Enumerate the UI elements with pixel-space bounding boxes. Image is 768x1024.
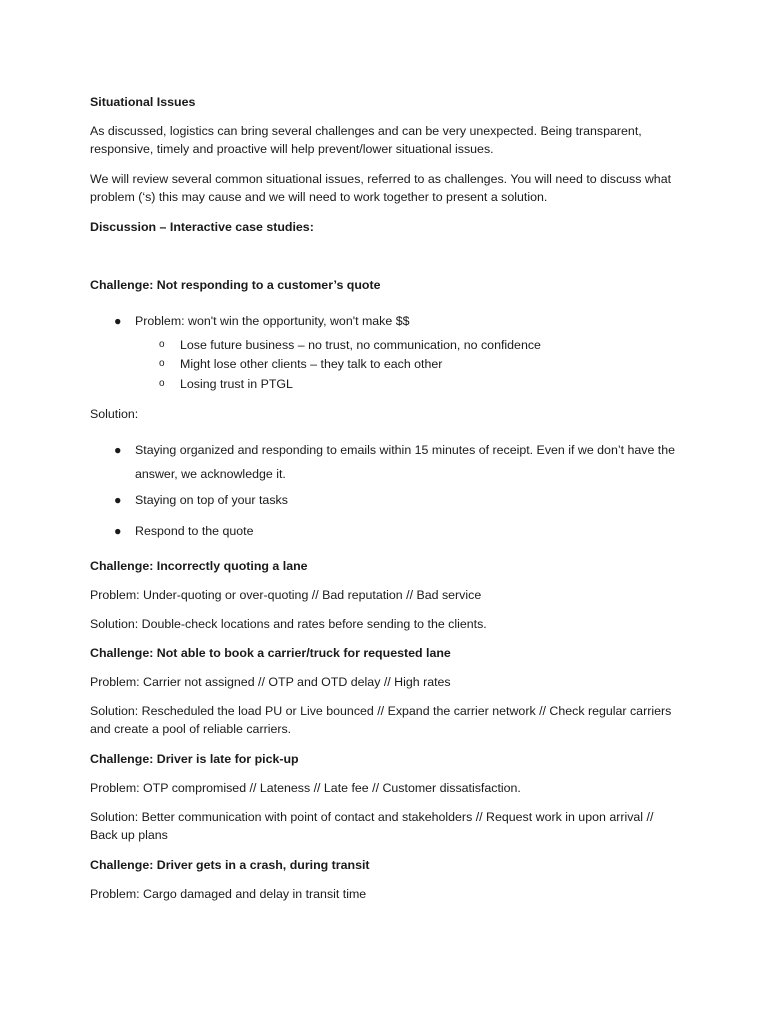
challenge-2-problem: Problem: Under-quoting or over-quoting // Bad reputation // Bad service [90, 588, 482, 602]
challenge-3-solution: Solution: Rescheduled the load PU or Live bounced // Expand the carrier network // Check regular carriers and create a pool of reliable carriers. [90, 704, 672, 736]
bullet-icon: ● [114, 443, 122, 457]
bullet-icon: ● [114, 314, 122, 328]
challenge-4-solution: Solution: Better communication with point of contact and stakeholders // Request work in upon arrival // Back up plans [90, 810, 654, 842]
page-heading: Situational Issues [90, 95, 196, 109]
challenge-2-solution: Solution: Double-check locations and rates before sending to the clients. [90, 617, 487, 631]
challenge-4-problem: Problem: OTP compromised // Lateness // Late fee // Customer dissatisfaction. [90, 781, 521, 795]
circle-bullet-icon: o [159, 358, 165, 369]
discussion-heading: Discussion – Interactive case studies: [90, 220, 314, 234]
circle-bullet-icon: o [159, 378, 165, 389]
challenge-4-title: Challenge: Driver is late for pick-up [90, 752, 299, 766]
circle-bullet-icon: o [159, 339, 165, 350]
challenge-1-solution-label: Solution: [90, 407, 139, 421]
challenge-3-title: Challenge: Not able to book a carrier/truck for requested lane [90, 646, 451, 660]
bullet-icon: ● [114, 524, 122, 538]
challenge-1-title: Challenge: Not responding to a customer’s quote [90, 278, 381, 292]
challenge-5-problem: Problem: Cargo damaged and delay in transit time [90, 887, 367, 901]
intro-paragraph-1: As discussed, logistics can bring several challenges and can be very unexpected. Being transparent, responsive, timely and proactive will help prevent/lower situational issues. [90, 124, 642, 156]
document-page: Situational Issues As discussed, logistics can bring several challenges and can be very unexpected. Being transparent, responsive, timely and proactive will help prevent/lower situational issues. We will review several common situational issues, referred to as challenges. You will need to discuss what problem (‘s) this may cause and we will need to work together to present a solution. Discussion – Interactive case studies: Challenge: Not responding to a customer’s quote ● Problem: won't win the opportunity, won't make $$ o Lose future business – no trust, no communication, no confidence o Might lose other clients – they talk to each other o Losing trust in PTGL Solution: ● Staying organized and responding to emails within 15 minutes of receipt. Even if we don’t have the answer, we acknowledge it. ● Staying on top of your tasks ● Respond to the quote Challenge: Incorrectly quoting a lane Problem: Under-quoting or over-quoting // Bad reputation // Bad service Solution: Double-check locations and rates before sending to the clients. Challenge: Not able to book a carrier/truck for requested lane Problem: Carrier not assigned // OTP and OTD delay // High rates Solution: Rescheduled the load PU or Live bounced // Expand the carrier network // Check regular carriers and create a pool of reliable carriers. Challenge: Driver is late for pick-up Problem: OTP compromised // Lateness // Late fee // Customer dissatisfaction. Solution: Better communication with point of contact and stakeholders // Request work in upon arrival // Back up plans Challenge: Driver gets in a crash, during transit Problem: Cargo damaged and delay in transit time [0, 0, 768, 1024]
intro-paragraph-2: We will review several common situational issues, referred to as challenges. You will need to discuss what problem (‘s) this may cause and we will need to work together to present a solution. [90, 172, 672, 204]
challenge-2-title: Challenge: Incorrectly quoting a lane [90, 559, 308, 573]
challenge-5-title: Challenge: Driver gets in a crash, during transit [90, 858, 370, 872]
challenge-3-problem: Problem: Carrier not assigned // OTP and OTD delay // High rates [90, 675, 451, 689]
bullet-icon: ● [114, 493, 122, 507]
challenge-1-problem: Problem: won't win the opportunity, won't make $$ [135, 314, 410, 328]
